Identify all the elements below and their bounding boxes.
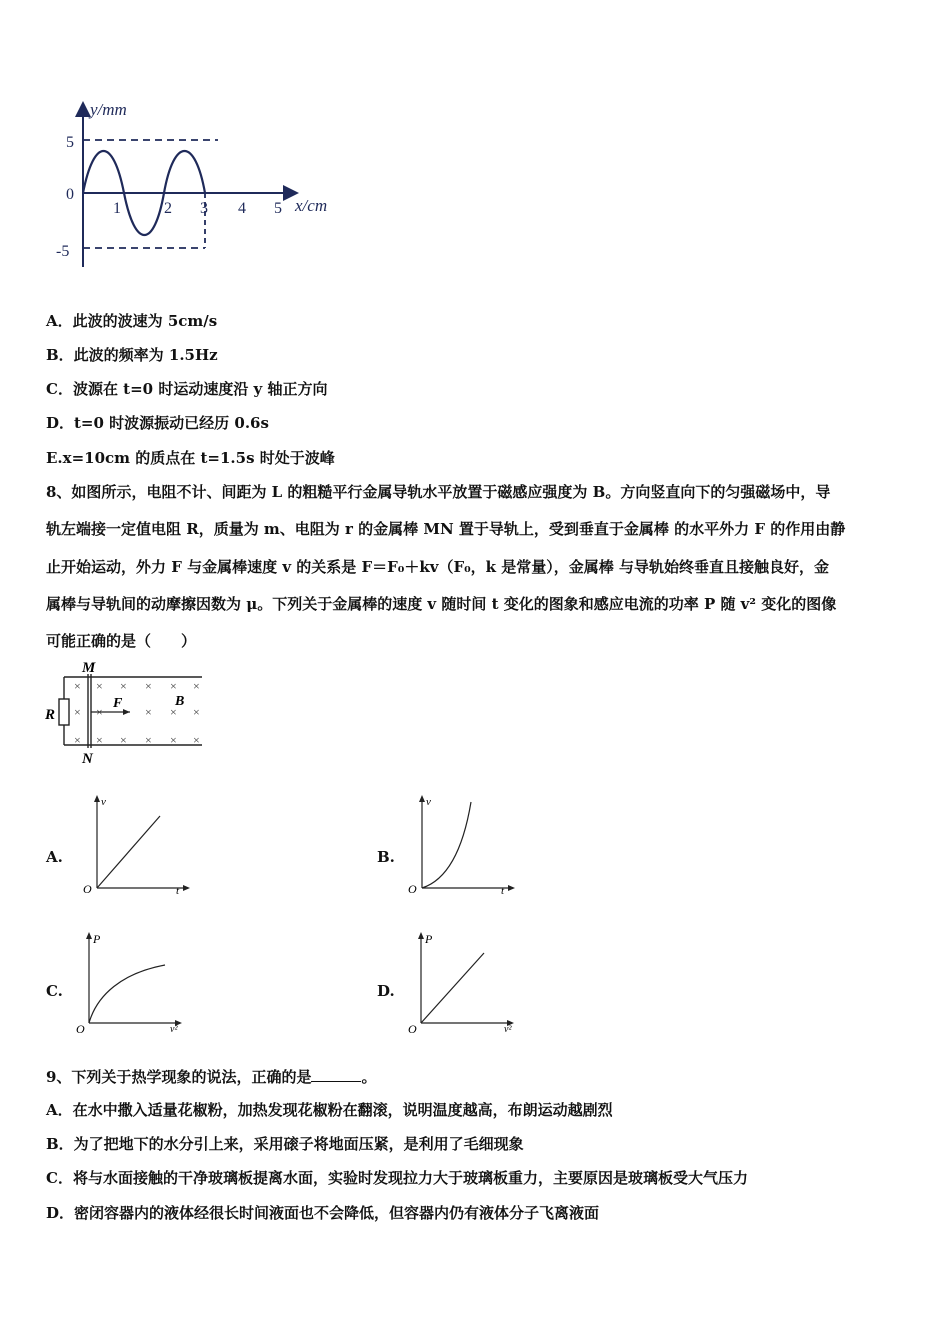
q8-graph-a [80, 790, 190, 900]
axis-y-label: v [101, 796, 106, 808]
label-r: R [45, 707, 56, 723]
origin-label: O [76, 1022, 85, 1036]
wave-y-label: y/mm [90, 100, 127, 119]
axis-x-arrow [508, 885, 515, 891]
label-b: B [175, 694, 185, 709]
answer-blank [311, 1067, 361, 1082]
q8-stem-line4: 属棒与导轨间的动摩擦因数为 μ。下列关于金属棒的速度 v 随时间 t 变化的图象和感应电流的功率 P 随 v² 变化的图像 [46, 595, 837, 613]
cross: × [193, 705, 200, 719]
axis-y-label: v [426, 796, 431, 808]
q9-option-b: B．为了把地下的水分引上来，采用磙子将地面压紧，是利用了毛细现象 [46, 1135, 524, 1153]
q8-stem-line1: 8、如图所示，电阻不计、间距为 L 的粗糙平行金属导轨水平放置于磁感应强度为 B。方向竖直向下的匀强磁场中，导 [46, 483, 831, 501]
q8-option-c-label: C. [46, 982, 63, 1000]
axis-x-label: t [176, 885, 180, 897]
wave-ytick-neg5: -5 [56, 243, 70, 260]
cross: × [170, 733, 177, 747]
q9-option-d: D．密闭容器内的液体经很长时间液面也不会降低，但容器内仍有液体分子飞离液面 [46, 1204, 600, 1222]
cross: × [74, 679, 81, 693]
axis-y-arrow [418, 932, 424, 939]
axis-y-arrow [419, 795, 425, 802]
wave-x-label: x/cm [295, 196, 328, 215]
cross: × [74, 705, 81, 719]
cross: × [120, 679, 127, 693]
wave-origin: 0 [66, 186, 74, 203]
cross: × [96, 679, 103, 693]
rail-circuit-diagram [40, 655, 215, 770]
q9-stem [46, 1067, 376, 1087]
q8-stem-line2: 轨左端接一定值电阻 R，质量为 m、电阻为 r 的金属棒 MN 置于导轨上，受到垂直于金属棒 的水平外力 F 的作用由静 [46, 520, 846, 538]
q9-option-c: C．将与水面接触的干净玻璃板提离水面，实验时发现拉力大于玻璃板重力，主要原因是玻璃板受大气压力 [46, 1169, 748, 1187]
cross: × [193, 733, 200, 747]
q8-stem-line3: 止开始运动，外力 F 与金属棒速度 v 的关系是 F＝F₀＋kv（F₀，k 是常量），金属棒 与导轨始终垂直且接触良好，金 [46, 558, 830, 576]
cross: × [74, 733, 81, 747]
q8-stem-line5: 可能正确的是（ ） [46, 632, 197, 650]
q9-stem-end: 。 [361, 1068, 377, 1086]
q8-option-a-label: A. [46, 848, 63, 866]
cross: × [170, 705, 177, 719]
q9-stem-text: 9、下列关于热学现象的说法，正确的是 [46, 1068, 312, 1086]
q9-option-a: A．在水中撒入适量花椒粉，加热发现花椒粉在翻滚，说明温度越高，布朗运动越剧烈 [46, 1101, 613, 1119]
axis-x-label: v² [504, 1024, 512, 1035]
q8-option-d-label: D. [377, 982, 395, 1000]
cross: × [145, 733, 152, 747]
graph-curve [89, 965, 165, 1023]
label-n: N [82, 751, 93, 767]
cross: × [96, 733, 103, 747]
q8-option-b-label: B. [377, 848, 395, 866]
cross: × [120, 733, 127, 747]
axis-y-label: P [93, 932, 101, 946]
q7-option-d: D．t=0 时波源振动已经历 0.6s [46, 414, 269, 432]
origin-label: O [408, 882, 417, 896]
label-m: M [82, 660, 96, 676]
axis-x-label: t [501, 885, 505, 897]
wave-xtick-1: 1 [113, 200, 121, 217]
cross: × [96, 705, 103, 719]
axis-y-label: P [425, 932, 433, 946]
origin-label: O [408, 1022, 417, 1036]
graph-curve [422, 802, 471, 888]
magnetic-field-crosses [74, 679, 200, 747]
cross: × [145, 705, 152, 719]
cross: × [145, 679, 152, 693]
q7-option-b: B．此波的频率为 1.5Hz [46, 346, 218, 364]
wave-ytick-5: 5 [66, 134, 74, 151]
q8-graph-d [404, 925, 522, 1037]
graph-line [97, 816, 160, 888]
graph-line [421, 953, 484, 1023]
q7-option-a: A．此波的波速为 5cm/s [46, 312, 218, 330]
wave-xtick-3: 3 [200, 200, 208, 217]
q8-graph-b [407, 790, 517, 900]
resistor [59, 699, 69, 725]
wave-xtick-4: 4 [238, 200, 246, 217]
origin-label: O [83, 882, 92, 896]
q7-option-e: E.x=10cm 的质点在 t=1.5s 时处于波峰 [46, 449, 335, 467]
label-f: F [113, 696, 123, 711]
wave-xtick-2: 2 [164, 200, 172, 217]
wave-xtick-5: 5 [274, 200, 282, 217]
axis-y-arrow [94, 795, 100, 802]
axis-x-label: v² [170, 1024, 178, 1035]
q8-graph-c [72, 925, 187, 1037]
axis-y-arrow [86, 932, 92, 939]
wave-graph [50, 95, 350, 275]
q7-option-c: C．波源在 t=0 时运动速度沿 y 轴正方向 [46, 380, 328, 398]
cross: × [193, 679, 200, 693]
cross: × [170, 679, 177, 693]
axis-x-arrow [183, 885, 190, 891]
force-arrow-head [123, 709, 130, 715]
